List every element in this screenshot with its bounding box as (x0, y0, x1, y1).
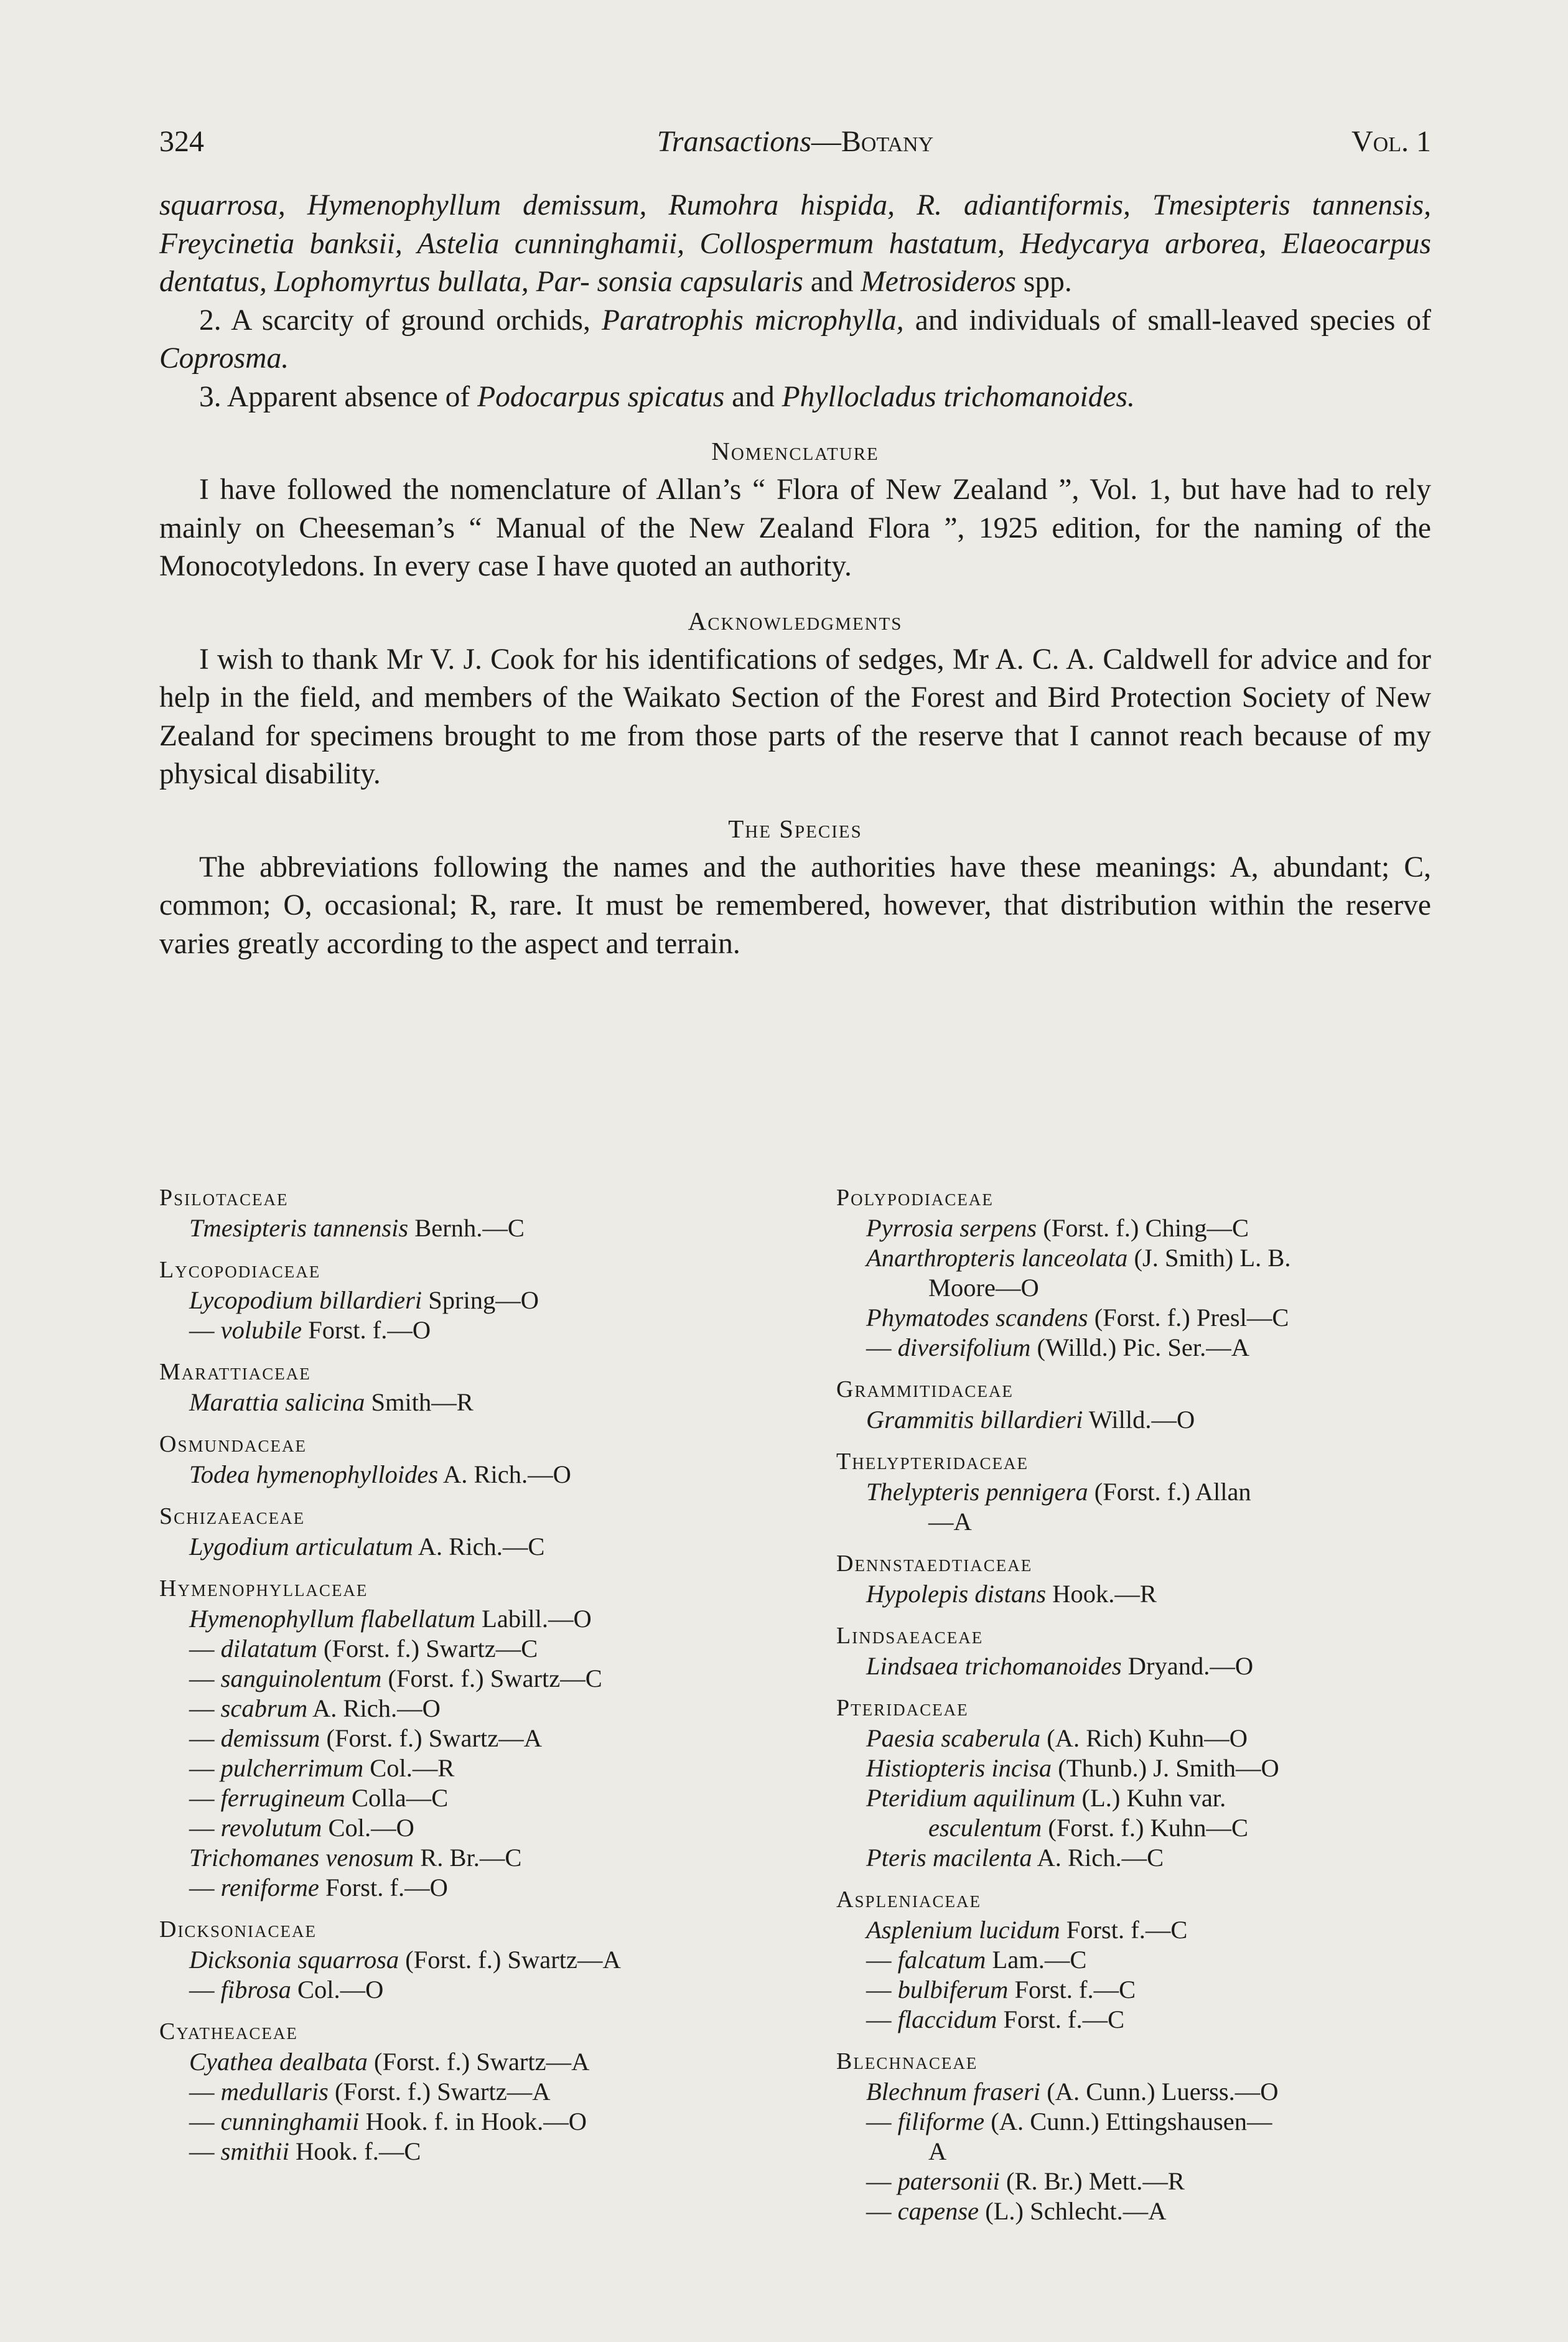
family-group (836, 2046, 1431, 2226)
family-name: Schizaeaceae (159, 1503, 306, 1529)
species-list-line: Tmesipteris tannensis, Freycinetia banksii, Astelia cunninghamii, Collospermum (159, 189, 1431, 260)
species-entry (836, 1213, 1431, 1243)
ditto-dash: — (866, 2005, 898, 2033)
ditto-dash: — (189, 1694, 221, 1722)
species-entry (836, 2107, 1431, 2167)
family-name: Psilotaceae (159, 1185, 289, 1211)
family-group (836, 1548, 1431, 1609)
family-name: Blechnaceae (836, 2048, 978, 2074)
authority-abundance: Spring—O (422, 1286, 539, 1314)
running-title: Transactions—Botany (656, 125, 934, 158)
species-name: patersonii (897, 2167, 1000, 2195)
family-name: Marattiaceae (159, 1359, 311, 1385)
authority-abundance: Labill.—O (475, 1605, 592, 1633)
species-entry (159, 1753, 782, 1783)
family-group (836, 1374, 1431, 1435)
family-name: Polypodiaceae (836, 1185, 994, 1211)
authority-abundance: (Forst. f.) Swartz—A (367, 2048, 590, 2076)
species-entry (159, 1285, 782, 1315)
authority-abundance: (Forst. f.) Swartz—A (320, 1724, 542, 1752)
family-group (159, 1182, 782, 1243)
species-entry (836, 1753, 1431, 1783)
ditto-dash: — (189, 1873, 221, 1901)
species-name: Phyllocladus trichomanoides. (782, 380, 1135, 413)
family-name: Aspleniaceae (836, 1887, 981, 1913)
species-name: capense (897, 2197, 979, 2225)
text-run: spp. (1016, 266, 1072, 298)
authority-abundance: Forst. f.—C (1008, 1976, 1136, 2004)
authority-abundance: (A. Cunn.) Luerss.—O (1040, 2078, 1279, 2106)
species-name: Asplenium lucidum (866, 1916, 1060, 1944)
ditto-dash: — (866, 2167, 898, 2195)
species-entry (159, 1315, 782, 1345)
authority-abundance: (Forst. f.) Swartz—C (317, 1635, 538, 1663)
authority-abundance: Hook. f.—C (289, 2137, 421, 2165)
species-entry (159, 1460, 782, 1490)
species-name: Tmesipteris tannensis (189, 1214, 409, 1242)
species-name: fibrosa (220, 1976, 291, 2004)
authority-abundance: (A. Rich) Kuhn—O (1040, 1724, 1248, 1752)
ditto-dash: — (189, 1814, 221, 1842)
family-name: Thelypteridaceae (836, 1449, 1029, 1475)
ditto-dash: — (866, 2197, 898, 2225)
ditto-dash: — (189, 2137, 221, 2165)
genus-name: Coprosma. (159, 342, 289, 375)
ditto-dash: — (189, 2078, 221, 2106)
species-entry (159, 1694, 782, 1724)
text-run: 3. Apparent absence of (199, 380, 478, 413)
species-entry (159, 2107, 782, 2137)
authority-abundance: A. Rich.—C (1032, 1844, 1164, 1872)
authority-abundance: (R. Br.) Mett.—R (999, 2167, 1185, 2195)
authority-abundance: Col.—O (322, 1814, 414, 1842)
species-name: Anarthropteris lanceolata (866, 1244, 1128, 1272)
species-entry (836, 1915, 1431, 1945)
body-text (159, 187, 1431, 963)
authority-abundance: (Forst. f.) Allan (1088, 1478, 1251, 1506)
species-name: Trichomanes venosum (189, 1844, 414, 1872)
authority-abundance: Forst. f.—C (1060, 1916, 1188, 1944)
species-entry (159, 1975, 782, 2005)
species-name: Pteridium aquilinum (866, 1784, 1076, 1812)
species-entry (836, 1579, 1431, 1609)
continuation-line (866, 1273, 1431, 1303)
text-run: and individuals of small-leaved species of (903, 304, 1431, 337)
species-entry (159, 1604, 782, 1634)
authority-abundance: Willd.—O (1083, 1406, 1195, 1434)
species-name: scabrum (220, 1694, 308, 1722)
section-title: Botany (841, 125, 934, 158)
species-entry (836, 1477, 1431, 1537)
text-run: 2. A scarcity of ground orchids, (199, 304, 602, 337)
family-group (836, 1182, 1431, 1363)
authority-abundance: Col.—O (291, 1976, 384, 2004)
species-entry (836, 1843, 1431, 1873)
authority-abundance: R. Br.—C (414, 1844, 522, 1872)
continuation-line (866, 1813, 1431, 1843)
species-entry (159, 1724, 782, 1753)
species-entry (836, 1405, 1431, 1435)
authority-abundance: (Thunb.) J. Smith—O (1052, 1754, 1279, 1782)
authority-abundance: Smith—R (365, 1388, 474, 1416)
continuation-line (866, 1507, 1431, 1537)
family-group (836, 1692, 1431, 1873)
family-name: Cyatheaceae (159, 2018, 298, 2045)
authority-abundance: —A (928, 1508, 972, 1536)
ditto-dash: — (866, 1946, 898, 1974)
species-intro-paragraph: The abbreviations following the names and the authorities have these meanings: A, abundant; C, common; O, occasional; R, rare. It must be remembered, however, that distribution within the reserve varies greatly according to the aspect and terrain. (159, 851, 1431, 960)
species-entry (159, 1213, 782, 1243)
family-group (159, 2016, 782, 2167)
family-name: Dicksoniaceae (159, 1916, 317, 1943)
ditto-dash: — (189, 1724, 221, 1752)
species-entry (836, 1333, 1431, 1363)
species-name: cunninghamii (220, 2107, 360, 2135)
species-name: reniforme (220, 1873, 319, 1901)
authority-abundance: Forst. f.—C (997, 2005, 1125, 2033)
species-name: Dicksonia squarrosa (189, 1946, 399, 1974)
authority-abundance: (Forst. f.) Swartz—A (399, 1946, 621, 1974)
family-group (836, 1620, 1431, 1681)
ditto-dash: — (189, 2107, 221, 2135)
family-name: Pteridaceae (836, 1695, 969, 1721)
ditto-dash: — (189, 1316, 221, 1344)
authority-abundance: Col.—R (363, 1754, 455, 1782)
species-name: dilatatum (220, 1635, 317, 1663)
page-number: 324 (159, 125, 204, 158)
authority-abundance: Moore—O (928, 1274, 1039, 1302)
ditto-dash: — (866, 1976, 898, 2004)
species-name: flaccidum (897, 2005, 997, 2033)
species-name: Grammitis billardieri (866, 1406, 1083, 1434)
authority-abundance: A. Rich.—C (413, 1533, 545, 1561)
nomenclature-paragraph: I have followed the nomenclature of Allan’s “ Flora of New Zealand ”, Vol. 1, but have had to rely mainly on Cheeseman’s “ Manual of the New Zealand Flora ”, 1925 edition, for the naming of the Monocotyledons. In every case I have quoted an authority. (159, 474, 1431, 582)
species-entry (159, 1388, 782, 1417)
species-name: ferrugineum (220, 1784, 345, 1812)
authority-abundance: Lam.—C (986, 1946, 1087, 1974)
continuation-line (866, 2137, 1431, 2167)
family-group (836, 1446, 1431, 1537)
species-name: Lygodium articulatum (189, 1533, 413, 1561)
species-name: diversifolium (897, 1333, 1031, 1361)
species-entry (836, 1243, 1431, 1303)
family-name: Hymenophyllaceae (159, 1575, 368, 1602)
species-list-line: hastatum, Hedycarya arborea, Elaeocarpus dentatus, Lophomyrtus bullata, Par- (159, 227, 1432, 298)
authority-abundance: A. Rich.—O (307, 1694, 441, 1722)
family-group (159, 1429, 782, 1490)
species-name: demissum (220, 1724, 320, 1752)
family-name: Lycopodiaceae (159, 1257, 321, 1283)
species-entry (836, 1945, 1431, 1975)
authority-abundance: Forst. f.—O (302, 1316, 431, 1344)
family-name: Dennstaedtiaceae (836, 1551, 1033, 1577)
species-name: Histiopteris incisa (866, 1754, 1052, 1782)
text-run: and (803, 266, 861, 298)
authority-abundance: Forst. f.—O (319, 1873, 448, 1901)
journal-title: Transactions (656, 125, 811, 158)
authority-abundance: (L.) Kuhn var. (1075, 1784, 1226, 1812)
authority-abundance: A (928, 2137, 947, 2165)
authority-abundance: (Forst. f.) Ching—C (1037, 1214, 1249, 1242)
species-entry (836, 1303, 1431, 1333)
species-name: Lycopodium billardieri (189, 1286, 422, 1314)
family-group (159, 1501, 782, 1562)
species-entry (836, 1783, 1431, 1843)
authority-abundance: Dryand.—O (1121, 1652, 1254, 1680)
authority-abundance: (Forst. f.) Swartz—C (381, 1664, 602, 1692)
ditto-dash: — (189, 1784, 221, 1812)
species-name: smithii (220, 2137, 289, 2165)
nomenclature-heading: Nomenclature (711, 437, 879, 465)
species-entry (159, 1783, 782, 1813)
authority-abundance: (Willd.) Pic. Ser.—A (1030, 1333, 1249, 1361)
species-name: Podocarpus spicatus (477, 380, 725, 413)
species-name: Hypolepis distans (866, 1580, 1047, 1608)
family-name: Lindsaeaceae (836, 1623, 984, 1649)
acknowledgments-heading: Acknowledgments (688, 606, 903, 635)
acknowledgments-paragraph: I wish to thank Mr V. J. Cook for his identifications of sedges, Mr A. C. A. Caldwell for advice and for help in the field, and members of the Waikato Section of the Forest and Bird Protection Society of New Zealand for specimens brought to me from those parts of the reserve that I cannot reach because of my physical disability. (159, 643, 1431, 790)
running-header (159, 124, 1431, 168)
family-name: Grammitidaceae (836, 1376, 1014, 1402)
text-run: and (724, 380, 782, 413)
species-name: Paratrophis microphylla, (601, 304, 904, 337)
species-column-right (836, 1182, 1431, 2237)
authority-abundance: (A. Cunn.) Ettingshausen— (984, 2107, 1272, 2135)
species-name: Pyrrosia serpens (866, 1214, 1037, 1242)
authority-abundance: Colla—C (345, 1784, 449, 1812)
species-entry (159, 1664, 782, 1694)
authority-abundance: Bernh.—C (408, 1214, 525, 1242)
species-list-line: squarrosa, Hymenophyllum demissum, Rumohra hispida, R. adiantiformis, (159, 189, 1131, 222)
variety-name: esculentum (928, 1814, 1042, 1842)
family-group (159, 1573, 782, 1903)
authority-abundance: (L.) Schlecht.—A (979, 2197, 1167, 2225)
volume-label: Vol. 1 (1351, 125, 1431, 158)
ditto-dash: — (189, 1976, 221, 2004)
species-entry (836, 1724, 1431, 1753)
species-name: Phymatodes scandens (866, 1304, 1088, 1332)
species-column-left (159, 1182, 782, 2178)
authority-abundance: Hook. f. in Hook.—O (359, 2107, 587, 2135)
species-entry (836, 2005, 1431, 2035)
species-entry (159, 1813, 782, 1843)
authority-abundance: Hook.—R (1046, 1580, 1157, 1608)
point-3 (159, 378, 1431, 417)
authority-abundance: (Forst. f.) Swartz—A (328, 2078, 551, 2106)
species-entry (836, 1975, 1431, 2005)
species-entry (159, 1532, 782, 1562)
ditto-dash: — (189, 1664, 221, 1692)
ditto-dash: — (866, 2107, 898, 2135)
family-group (159, 1356, 782, 1417)
species-name: Pteris macilenta (866, 1844, 1032, 1872)
species-entry (159, 1873, 782, 1903)
species-name: bulbiferum (897, 1976, 1009, 2004)
species-name: Cyathea dealbata (189, 2048, 368, 2076)
species-name: Paesia scaberula (866, 1724, 1041, 1752)
species-name: pulcherrimum (220, 1754, 364, 1782)
authority-abundance: A. Rich.—O (438, 1460, 571, 1488)
species-name: revolutum (220, 1814, 322, 1842)
point-2 (159, 302, 1431, 378)
species-entry (159, 1843, 782, 1873)
species-name: falcatum (897, 1946, 986, 1974)
family-group (159, 1914, 782, 2005)
ditto-dash: — (189, 1635, 221, 1663)
family-group (159, 1254, 782, 1345)
species-heading: The Species (728, 814, 862, 843)
species-name: Lindsaea trichomanoides (866, 1652, 1122, 1680)
species-entry (836, 2167, 1431, 2196)
species-name: Todea hymenophylloides (189, 1460, 439, 1488)
ditto-dash: — (189, 1754, 221, 1782)
continued-paragraph (159, 187, 1431, 302)
species-entry (159, 1945, 782, 1975)
species-name: volubile (220, 1316, 302, 1344)
species-entry (836, 2077, 1431, 2107)
species-name: sanguinolentum (220, 1664, 382, 1692)
species-entry (159, 2137, 782, 2167)
species-name: Marattia salicina (189, 1388, 365, 1416)
authority-abundance: (J. Smith) L. B. (1127, 1244, 1291, 1272)
ditto-dash: — (866, 1333, 898, 1361)
species-name: medullaris (220, 2078, 329, 2106)
family-group (836, 1884, 1431, 2035)
authority-abundance: (Forst. f.) Kuhn—C (1042, 1814, 1249, 1842)
species-name: Thelypteris pennigera (866, 1478, 1088, 1506)
species-list-line: sonsia capsularis (597, 266, 803, 298)
species-name: Blechnum fraseri (866, 2078, 1041, 2106)
family-name: Osmundaceae (159, 1431, 307, 1457)
genus-name: Metrosideros (861, 266, 1017, 298)
species-name: Hymenophyllum flabellatum (189, 1605, 476, 1633)
species-entry (836, 2196, 1431, 2226)
species-entry (836, 1651, 1431, 1681)
species-entry (159, 1634, 782, 1664)
species-name: filiforme (897, 2107, 985, 2135)
species-entry (159, 2077, 782, 2107)
species-entry (159, 2047, 782, 2077)
authority-abundance: (Forst. f.) Presl—C (1088, 1304, 1289, 1332)
